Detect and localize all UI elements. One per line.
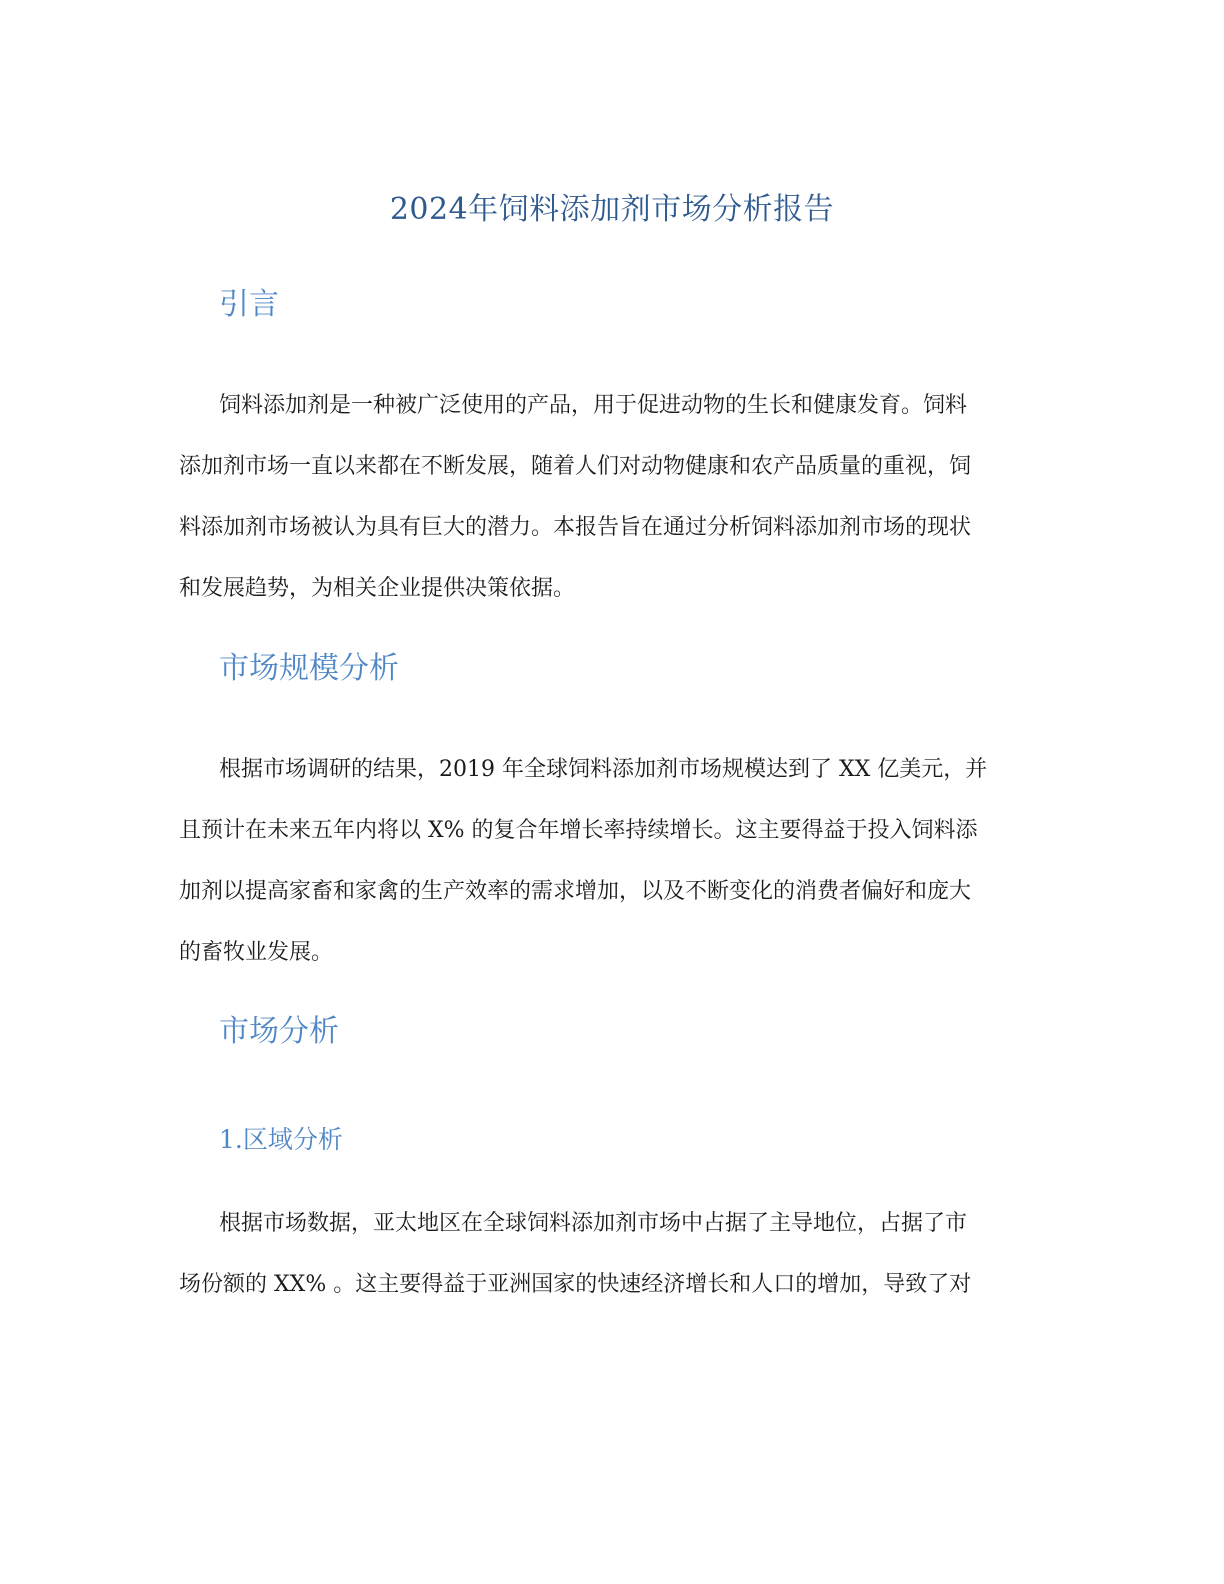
paragraph-line: 饲料添加剂是一种被广泛使用的产品，用于促进动物的生长和健康发育。饲料 xyxy=(219,393,968,418)
regional-paragraph xyxy=(179,1206,1045,1328)
section-heading-market-analysis: 市场分析 xyxy=(219,1014,339,1049)
section-heading-market-size: 市场规模分析 xyxy=(219,651,399,686)
subsection-heading-regional: 1.区域分析 xyxy=(219,1125,343,1154)
market-size-paragraph xyxy=(179,752,1045,996)
paragraph-line: 根据市场调研的结果，2019 年全球饲料添加剂市场规模达到了 XX 亿美元，并 xyxy=(219,757,988,782)
section-heading-intro: 引言 xyxy=(219,287,279,322)
paragraph-line: 和发展趋势，为相关企业提供决策依据。 xyxy=(179,576,576,601)
paragraph-line: 根据市场数据，亚太地区在全球饲料添加剂市场中占据了主导地位，占据了市 xyxy=(219,1211,968,1236)
paragraph-line: 的畜牧业发展。 xyxy=(179,940,334,965)
intro-paragraph xyxy=(179,388,1045,632)
document-title: 2024年饲料添加剂市场分析报告 xyxy=(389,192,835,227)
paragraph-line: 场份额的 XX% 。这主要得益于亚洲国家的快速经济增长和人口的增加，导致了对 xyxy=(179,1272,972,1297)
paragraph-line: 且预计在未来五年内将以 X% 的复合年增长率持续增长。这主要得益于投入饲料添 xyxy=(179,818,978,843)
paragraph-line: 料添加剂市场被认为具有巨大的潜力。本报告旨在通过分析饲料添加剂市场的现状 xyxy=(179,515,972,540)
paragraph-line: 加剂以提高家畜和家禽的生产效率的需求增加，以及不断变化的消费者偏好和庞大 xyxy=(179,879,972,904)
paragraph-line: 添加剂市场一直以来都在不断发展，随着人们对动物健康和农产品质量的重视，饲 xyxy=(179,454,972,479)
